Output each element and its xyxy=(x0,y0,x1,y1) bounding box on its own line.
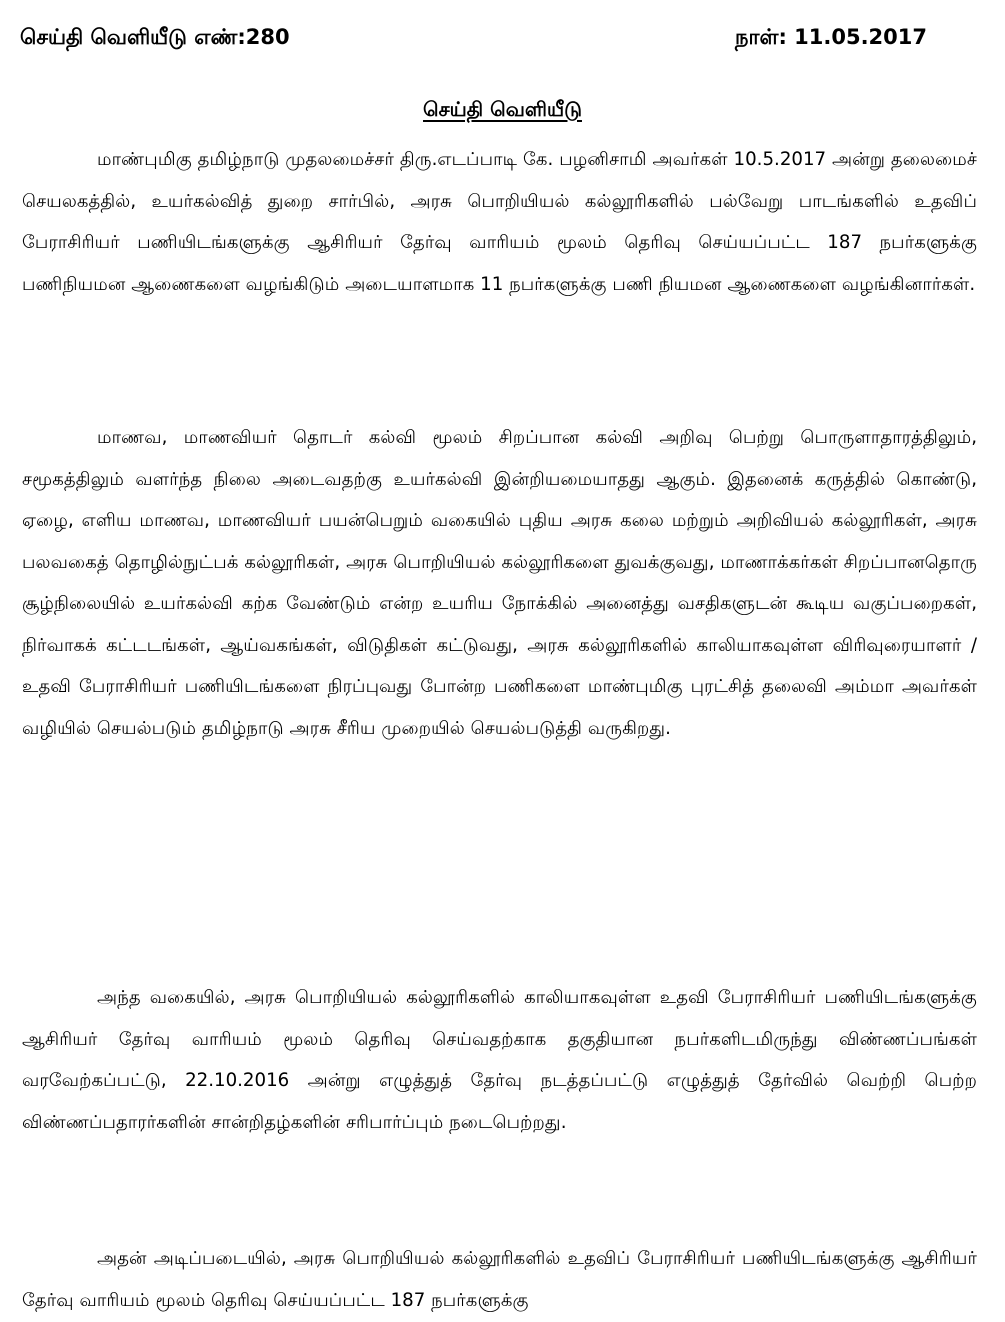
paragraph-4: அதன் அடிப்படையில், அரசு பொறியியல் கல்லூரிகளில் உதவிப் பேராசிரியர் பணியிடங்களுக்கு ஆசிரியர் தேர்வு வாரியம் மூலம் தெரிவு செய்யப்பட்ட 187 நபர்களுக்கு xyxy=(22,1248,977,1311)
release-number: செய்தி வெளியீடு எண்:280 xyxy=(20,25,290,49)
paragraph-2: மாணவ, மாணவியர் தொடர் கல்வி மூலம் சிறப்பான கல்வி அறிவு பெற்று பொருளாதாரத்திலும், சமூகத்திலும் வளர்ந்த நிலை அடைவதற்கு உயர்கல்வி இன்றியமையாதது ஆகும். இதனைக் கருத்தில் கொண்டு, ஏழை, எளிய மாணவ, மாணவியர் பயன்பெறும் வகையில் புதிய அரசு கலை மற்றும் அறிவியல் கல்லூரிகள், அரசு பலவகைத் தொழில்நுட்பக் கல்லூரிகள், அரசு பொறியியல் கல்லூரிகளை துவக்குவது, மாணாக்கர்கள் சிறப்பானதொரு சூழ்நிலையில் உயர்கல்வி கற்க வேண்டும் என்ற உயரிய நோக்கில் அனைத்து வசதிகளுடன் கூடிய வகுப்பறைகள், நிர்வாகக் கட்டடங்கள், ஆய்வகங்கள், விடுதிகள் கட்டுவது, அரசு கல்லூரிகளில் காலியாகவுள்ள விரிவுரையாளர் / உதவி பேராசிரியர் பணியிடங்களை நிரப்புவது போன்ற பணிகளை மாண்புமிகு புரட்சித் தலைவி அம்மா அவர்கள் வழியில் செயல்படும் தமிழ்நாடு அரசு சீரிய முறையில் செயல்படுத்தி வருகிறது. xyxy=(22,427,977,739)
page-title-text: செய்தி வெளியீடு xyxy=(423,97,582,121)
paragraph-3: அந்த வகையில், அரசு பொறியியல் கல்லூரிகளில் காலியாகவுள்ள உதவி பேராசிரியர் பணியிடங்களுக்கு ஆசிரியர் தேர்வு வாரியம் மூலம் தெரிவு செய்வதற்காக தகுதியான நபர்களிடமிருந்து விண்ணப்பங்கள் வரவேற்கப்பட்டு, 22.10.2016 அன்று எழுத்துத் தேர்வு நடத்தப்பட்டு எழுத்துத் தேர்வில் வெற்றி பெற்ற விண்ணப்பதாரர்களின் சான்றிதழ்களின் சரிபார்ப்பும் நடைபெற்றது. xyxy=(22,987,977,1133)
page-title xyxy=(0,92,1005,126)
document-header xyxy=(20,20,985,54)
release-date: நாள்: 11.05.2017 xyxy=(735,25,927,49)
paragraph-1: மாண்புமிகு தமிழ்நாடு முதலமைச்சர் திரு.எடப்பாடி கே. பழனிசாமி அவர்கள் 10.5.2017 அன்று தலைமைச் செயலகத்தில், உயர்கல்வித் துறை சார்பில், அரசு பொறியியல் கல்லூரிகளில் பல்வேறு பாடங்களில் உதவிப் பேராசிரியர் பணியிடங்களுக்கு ஆசிரியர் தேர்வு வாரியம் மூலம் தெரிவு செய்யப்பட்ட 187 நபர்களுக்கு பணிநியமன ஆணைகளை வழங்கிடும் அடையாளமாக 11 நபர்களுக்கு பணி நியமன ஆணைகளை வழங்கினார்கள். xyxy=(22,149,977,295)
